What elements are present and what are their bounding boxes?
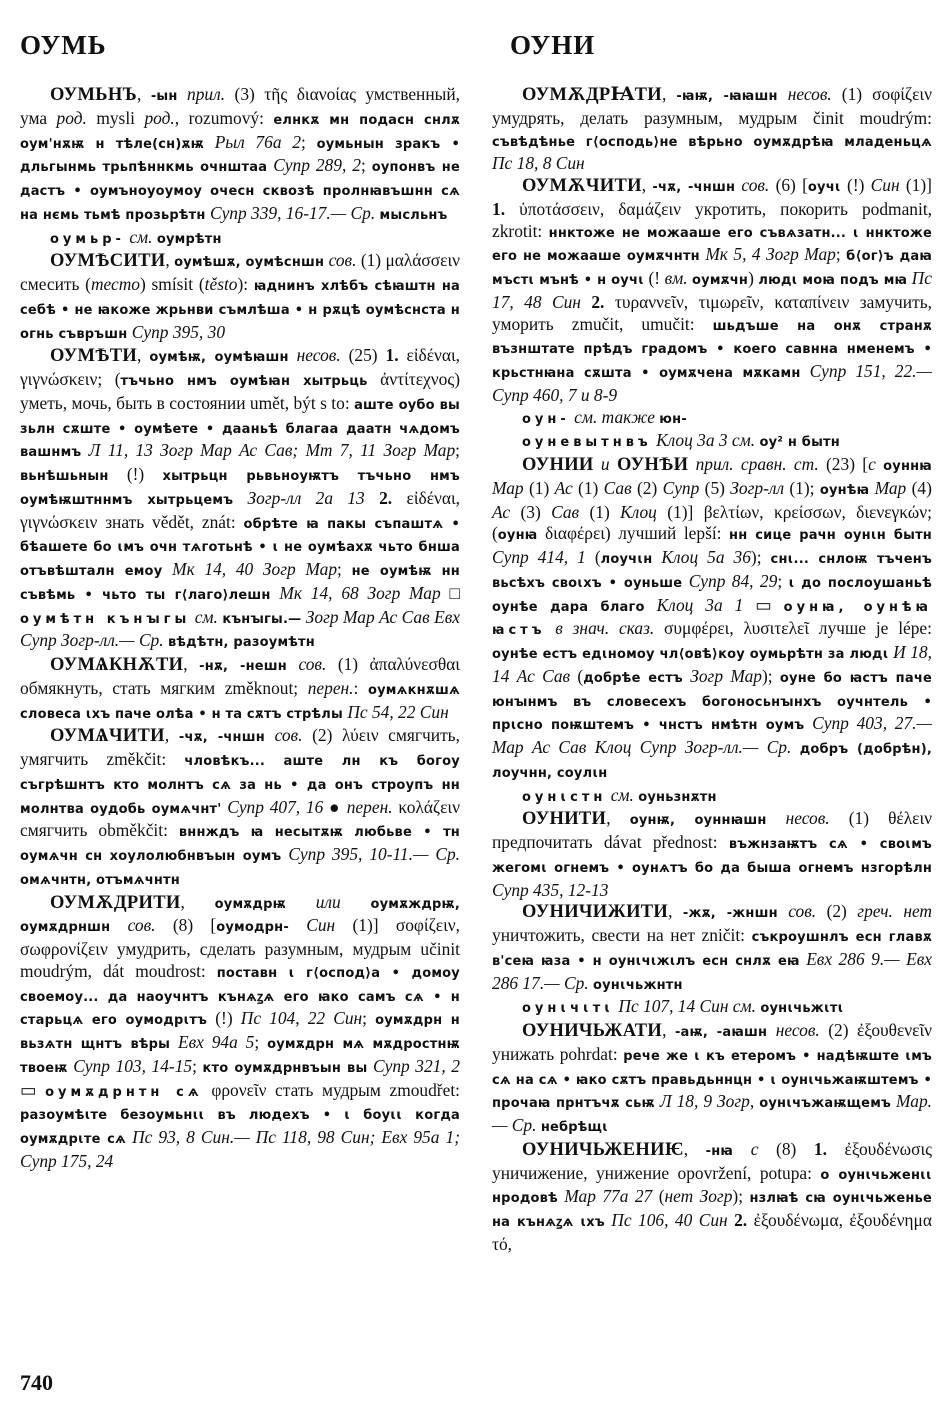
church-slavonic-text: -нꙗ (705, 1143, 734, 1159)
italic-reference: Мар (492, 477, 524, 498)
definition-text: ; (777, 570, 783, 591)
dictionary-entry (492, 1139, 932, 1256)
definition-text: (!) (215, 1008, 233, 1029)
spaced-subentry: оунꙗ, оунѣꙗ ꙗстъ (492, 599, 932, 639)
definition-text: (25) (348, 345, 378, 366)
italic-reference: сов. (328, 250, 357, 271)
italic-reference: сов. (274, 725, 303, 746)
italic-reference: см. (194, 606, 218, 627)
headword: ОУНИИ (522, 455, 594, 475)
definition-text: , (749, 1091, 755, 1112)
church-slavonic-text: кънꙑгы.— (222, 611, 302, 627)
headword: ОУМѦЧИТИ (50, 726, 165, 747)
headword: ОУНИЧЬЖЕНИѤ (522, 1139, 684, 1160)
church-slavonic-text: людꙇ моꙗ подъ мꙗ (758, 273, 908, 288)
italic-reference: Пс 18, 8 Син (492, 153, 585, 174)
definition-text: εἰδέναι, γιγνώσκειν; ( (20, 345, 460, 389)
definition-text: (1) ἀπαλύνεσθαι обмякнуть, стать мягким změknout; (20, 654, 460, 698)
italic-reference: Рыл 76а 2 (214, 131, 301, 152)
definition-text: (1) (578, 477, 599, 498)
church-slavonic-text: оумѫдрѭ (214, 896, 286, 912)
spaced-subentry: оумьр- (50, 231, 125, 247)
church-slavonic-text: хытрьцн рьвьноуѭтъ тъчьно нмъ оумѣѭштннмъ хытрьцемъ (20, 469, 460, 508)
italic-reference: Зогр-лл 2а 13 (247, 487, 365, 508)
definition-text: (2) λύειν смягчить, умягчить změkčit: (20, 725, 460, 769)
definition-text: (!) (126, 464, 145, 484)
italic-reference: несов. (787, 84, 832, 104)
italic-reference: Супр 435, 12-13 (492, 879, 609, 900)
definition-text: : (353, 677, 359, 698)
definition-text: , (661, 84, 667, 104)
dictionary-entry (492, 785, 932, 809)
church-slavonic-text: оунꙇчъжаѭщемъ (759, 1096, 891, 1112)
italic-reference: или (315, 891, 341, 912)
church-slavonic-text: оучꙇ (807, 180, 841, 195)
church-slavonic-text: ннктоже не можааше его съвѧзатн... ꙇ ннктоже его не можааше оумѫчнтн (492, 225, 932, 265)
church-slavonic-text: оуне бо ꙗстъ паче юнꙑнмъ въ словесехъ богоносьнꙑнхъ оучнтель • прꙇсно поѭштемъ • чнстъ нмѣтн оумъ (492, 670, 932, 734)
italic-reference: Супр 395, 10-11.— Ср. (288, 844, 460, 864)
definition-text: (!) (847, 175, 865, 195)
definition-text: ▭ (20, 1079, 37, 1100)
definition-text: (23) [ (826, 454, 869, 474)
italic-reference: несов. (296, 345, 341, 366)
church-slavonic-text: ꙇ до послоушаньѣ оунѣе дара благо (492, 575, 932, 615)
church-slavonic-text: оуннꙗ (883, 459, 932, 474)
headword: ОУМѪЧИТИ (522, 176, 642, 196)
italic-reference: Ас (554, 477, 573, 498)
definition-text: уничтожить, свести на нет zničit: (492, 925, 745, 945)
italic-reference: Пс 17, 48 Син (492, 268, 932, 312)
definition-text: (1) θέλειν предпочитать dávat přednost: (492, 808, 932, 852)
church-slavonic-text: кто оумѫдрнвъын вы (202, 1060, 368, 1076)
italic-reference: Супр 414, 1 (492, 547, 586, 567)
definition-text: , (662, 1020, 667, 1040)
church-slavonic-text: оунꙇчьжꙇтꙇ (760, 1001, 844, 1017)
sense-number: 2. (591, 291, 605, 312)
italic-reference: Пс 54, 22 Син (347, 701, 449, 722)
church-slavonic-text: вьнѣшьнын (20, 469, 109, 484)
church-slavonic-text: -жѫ, -жншн (682, 906, 778, 922)
italic-reference: с (868, 454, 876, 474)
definition-text: , (668, 901, 673, 922)
definition-text: κολάζειν смягчить obměkčit: (20, 796, 460, 841)
italic-reference: И 18, 14 Ас Сав (492, 642, 932, 686)
definition-text: ; (192, 1055, 197, 1076)
church-slavonic-text: оумѫдрн н вьзѧтн щнтъ вѣры (20, 1013, 460, 1052)
spaced-subentry: оуневытнвъ (522, 435, 652, 451)
definition-text: ): (237, 274, 249, 294)
definition-text: , rozumový: (174, 107, 264, 128)
definition-text: ); (750, 547, 771, 567)
church-slavonic-text: тъчьно нмъ оумѣꙗн хытрьць (120, 374, 368, 389)
church-slavonic-text: оуньзнѫтн (638, 789, 717, 805)
definition-text: (3) τῆς διανοίας умственный, ума (20, 84, 460, 128)
definition-text: (1) σοφίζειν умудрять, делать разумным, мудрым činit moudrým: (492, 84, 932, 128)
church-slavonic-text: вннждъ ꙗ несытѫѭ любьве • тн оумѧчн сн хоулолюбнвъын оумъ (20, 825, 460, 864)
spaced-subentry: оунꙇчꙇтꙇ (522, 1001, 615, 1017)
dictionary-entry (492, 175, 932, 407)
church-slavonic-text: оумрѣтн (156, 231, 222, 247)
church-slavonic-text: не оумѣѭ нн съвѣмь • чьто ты г⟨лаго⟩лешн (20, 564, 460, 603)
definition-text: ; (254, 1032, 260, 1052)
dictionary-entry (20, 250, 460, 345)
sense-number: 2. (734, 1210, 748, 1230)
dictionary-entry (20, 725, 460, 891)
sense-number: 1. (813, 1138, 827, 1159)
italic-reference: Мар (874, 477, 907, 498)
italic-reference: Супр (662, 477, 700, 498)
italic-reference: těsto (204, 274, 238, 294)
definition-text: (6) [ (775, 175, 808, 195)
church-slavonic-text: поставн ꙇ г⟨оспод⟩а • домоу своемоу... да наоучнтъ кънѧꙁѧ его ꙗко самъ сѧ • н старьцѧ его оумодрꙇтъ (20, 965, 460, 1029)
church-slavonic-text: -аѭ, -аꙗшн (674, 1025, 768, 1040)
definition-text: ὑποτάσσειν, δαμάζειν укротить, покорить podmanit, zkrotit: (492, 198, 932, 241)
italic-reference: сов. (788, 901, 817, 922)
definition-text: (1); (789, 477, 815, 498)
church-slavonic-text: аште оубо вы зьлн сѫште • оумѣете • дааньѣ благаа даатн чѧдомъ вашнмъ (20, 397, 460, 461)
church-slavonic-text: оунѣе естъ едꙇномоу чл⟨овѣ⟩коу оумьрѣтн за людꙇ (492, 647, 889, 662)
italic-reference: несов. (785, 808, 830, 829)
sense-number: 1. (385, 345, 399, 366)
dictionary-entry (492, 1020, 932, 1139)
italic-reference: Евх 94а 5 (177, 1032, 255, 1052)
definition-text: , (683, 1138, 689, 1159)
church-slavonic-text: оупонвъ не дастъ • оумъноуоумоу очесн сквозѣ пролнꙗвъшнн сѧ на нємь тьмѣ прозьрѣтн (20, 160, 460, 223)
definition-text: , (183, 654, 188, 674)
italic-reference: Зогр-лл (730, 477, 785, 498)
definition-text: εἰδέναι, γιγνώσκειν знать vědět, znát: (20, 487, 460, 532)
dictionary-entry (20, 227, 460, 251)
italic-reference: прил. (187, 84, 226, 104)
definition-text: (1)] σοφίζειν, σωφρονίζειν умудрить, сделать разумным, мудрым učinit moudrým, dát moudrost: (20, 915, 460, 981)
church-slavonic-text: о оунꙇчьженꙇꙇ нродовѣ (492, 1167, 932, 1207)
church-slavonic-text: разоумѣꙇте безоумьнꙇꙇ въ людехъ • ꙇ боуꙇꙇ когда оумѫдрꙇте сѧ (20, 1108, 460, 1147)
definition-text: ἐξουδένωμα, ἐξουδένημα τό, (492, 1210, 932, 1254)
italic-reference: Супр 339, 16-17.— Ср. (209, 202, 376, 223)
italic-reference: сов. (741, 175, 770, 195)
headword: ОУМѢТИ (50, 346, 138, 367)
italic-reference: прил. сравн. ст. (695, 454, 819, 474)
italic-reference: вм. (664, 268, 688, 288)
italic-reference: сов. (127, 915, 156, 936)
dictionary-entry (20, 84, 460, 227)
church-slavonic-text: оумѫдрн мѧ мѫдростнѭ твоеѭ (20, 1037, 460, 1076)
italic-reference: Супр 289, 2 (273, 155, 361, 176)
definition-text: ( (658, 1186, 665, 1207)
church-slavonic-text: юн- (659, 411, 687, 427)
definition-text: (8) [ (172, 915, 217, 936)
definition-text: , (165, 250, 170, 271)
church-slavonic-text: -ꙗѭ, -ꙗꙗшн (676, 89, 778, 104)
church-slavonic-text: обрѣте ꙗ пакы съпаштѧ • бѣашете бо ꙇмъ очн тѧготьнѣ • ꙇ не оумѣахѫ чьто бнша отъвѣшталн емоу (20, 516, 460, 579)
italic-reference: см. (610, 784, 634, 805)
church-slavonic-text: съкроушнлъ есн главѫ в'сеꙗ ꙗза • н оунꙇчꙇжꙇлъ есн снлѫ еꙗ (492, 930, 932, 969)
italic-reference: Ас (492, 501, 511, 522)
church-slavonic-text: оумѫждрѭ, оумѫдрншн (20, 896, 460, 936)
church-slavonic-text: оумѣшѫ, оумѣсншн (174, 255, 325, 271)
italic-reference: сов. (298, 654, 327, 674)
dictionary-entry (492, 407, 932, 431)
definition-text: ( (577, 665, 584, 686)
italic-reference: и (600, 454, 610, 474)
italic-reference: Клоц 3а 3 см. (656, 430, 756, 451)
definition-text: , (136, 84, 142, 104)
dictionary-entry (492, 996, 932, 1020)
definition-text: , (606, 808, 611, 829)
church-slavonic-text: шьдъше на онѫ странѫ възнштате прѣдъ градомъ • коего савнна нменемъ • крьстнꙗна сѫшта • оумѫчена мѫкамн (492, 318, 933, 381)
italic-reference: Клоц 3а 1 (656, 594, 744, 615)
definition-text: ἐξουδένωσις уничижение, унижение opovržení, potupa: (492, 1138, 933, 1183)
headword: ОУНИЧИЖИТИ (522, 902, 669, 923)
dictionary-entry (492, 808, 932, 901)
definition-text: (1)] βελτίων, κρείσσων, διενεγκών; ( (492, 501, 932, 544)
church-slavonic-text: оумьнын зракъ • дльгынмь трьпѣннкмь очнштаа (20, 136, 460, 176)
page-number: 740 (20, 1370, 53, 1395)
church-slavonic-text: б⟨ог⟩ъ даꙗ мъстꙇ мънѣ • н оучꙇ (492, 249, 932, 288)
headword: ОУМЬНЪ (50, 85, 137, 105)
italic-reference: Зогр Мар Ас Сав Евх Супр Зогр-лл.— Ср. (20, 606, 460, 651)
definition-text: ▭ (755, 594, 772, 615)
definition-text: ; (300, 131, 306, 152)
italic-reference: Мк 5, 4 Зогр Мар (705, 244, 836, 265)
italic-reference: греч. нет (857, 901, 932, 922)
italic-reference: Супр 151, 22.— Супр 460, 7 и 8-9 (492, 361, 932, 405)
church-slavonic-text: нн сице рачн оунꙇн бытн (729, 528, 932, 544)
definition-text: (1) (528, 477, 550, 498)
spaced-subentry: оун- (522, 411, 570, 427)
dictionary-entry (20, 345, 460, 654)
definition-text: (! (648, 268, 661, 288)
definition-text: ( (594, 547, 601, 567)
church-slavonic-text: -нѫ, -нешн (199, 659, 287, 674)
spaced-subentry: оумѣтн кънꙑгы (20, 611, 191, 627)
definition-text: ; (362, 1008, 367, 1029)
sense-number: 2. (379, 487, 393, 508)
italic-reference: Пс 106, 40 Син (611, 1210, 728, 1230)
church-slavonic-text: оумѧкнѫшѧ словеса ꙇхъ паче олѣа • н та сѫтъ стрѣлы (20, 682, 460, 722)
church-slavonic-text: добръ (добрѣн), лоучнн, соулꙇн (492, 742, 932, 781)
italic-reference: несов. (775, 1020, 820, 1040)
church-slavonic-text: добрѣе естъ (583, 670, 683, 686)
italic-reference: нет Зогр (664, 1186, 733, 1207)
definition-text: φρονεῖν стать мудрым zmoudřet: (211, 1079, 460, 1100)
definition-text: ● (329, 796, 341, 817)
italic-reference: тесто (90, 274, 140, 294)
italic-reference: см. также (574, 406, 655, 427)
dictionary-entry (492, 430, 932, 454)
headword: ОУМѢСИТИ (50, 251, 166, 272)
italic-reference: род. (144, 107, 175, 128)
dictionary-entry (20, 892, 460, 1173)
definition-text: ; (455, 440, 460, 461)
headword: ОУНИТИ (522, 809, 607, 830)
church-slavonic-text: ꙗднинъ хлѣбъ сѣꙗштн на себѣ • не ꙗкоже жрьнви съмлѣша • н рѫцѣ оумѣснста н огнь съвръшн (20, 279, 460, 342)
italic-reference: см. (129, 226, 153, 247)
definition-text: , (137, 345, 142, 366)
dictionary-entry (492, 901, 932, 996)
italic-reference: Мк 14, 40 Зогр Мар (172, 559, 338, 579)
church-slavonic-text: лоучꙇн (600, 552, 653, 567)
italic-reference: Пс 93, 8 Син.— Пс 118, 98 Син; Евх 95а 1; Супр 175, 24 (20, 1127, 460, 1171)
italic-reference: Мар 77а 27 (564, 1186, 653, 1207)
headword: ОУНИЧЬЖАТИ (522, 1021, 663, 1041)
spaced-subentry: оунꙇстн (522, 789, 607, 805)
headword: ОУМѪДРꙖТИ (522, 85, 662, 105)
definition-text: (5) (704, 477, 725, 498)
church-slavonic-text: нзлꙗѣ сꙗ оунꙇчьженье на кънѧꙁѧ ꙇхъ (492, 1191, 932, 1230)
definition-text: συμφέρει, λυσιτελεῖ лучше je lépe: (664, 618, 932, 639)
definition-text: τυραννεῖν, τιμωρεῖν, καταπίνειν замучить, уморить zmučit, umučit: (492, 291, 932, 334)
definition-text: ; (835, 244, 841, 265)
church-slavonic-text: оумѣѭ, оумѣꙗшн (149, 350, 289, 366)
church-slavonic-text: рече же ꙇ къ етеромъ • надѣѭште ꙇмъ сѧ на сѧ • ꙗко сѫтъ правьдьннцн • ꙇ оунꙇчьжаѭштемъ • прочаꙗ прнтъчѫ сьѭ (492, 1048, 932, 1112)
church-slavonic-text: -ын (150, 89, 178, 104)
italic-reference: Мар.— Ср. (492, 1091, 932, 1135)
dictionary-column-left (20, 84, 460, 1173)
church-slavonic-text: съвѣдѣнье г⟨осподь⟩не вѣрьно оумѫдрѣꙗ младеньцѧ (492, 134, 932, 150)
headword: ОУНѢИ (616, 455, 689, 475)
definition-text: , (180, 891, 185, 912)
italic-reference: Супр 403, 27.— Мар Ас Сав Клоц Супр Зогр-лл.— Ср. (492, 713, 932, 757)
italic-reference: Супр 103, 14-15 (73, 1055, 193, 1076)
italic-reference: Мк 14, 68 Зогр Мар (279, 582, 441, 603)
church-slavonic-text: небрѣщꙇ (540, 1120, 609, 1135)
italic-reference: род. (56, 107, 87, 128)
church-slavonic-text: -чѫ, -чншн (652, 180, 736, 195)
church-slavonic-text: оумодрн- (216, 920, 289, 936)
dictionary-entry (20, 654, 460, 725)
church-slavonic-text: чловѣкъ... аште лн къ богоу съгрѣшнтъ кто молнтъ сѧ за нь • да онъ строупъ нн молнтва оудобь оумѧчнт' (20, 754, 460, 817)
italic-reference: Супр 321, 2 (373, 1055, 460, 1076)
headword: ОУМѦКНѪТИ (50, 655, 184, 675)
running-head-right: ОУНИ (510, 30, 596, 60)
definition-text: (2) ἐξουθενεῖν унижать pohrdat: (492, 1020, 933, 1064)
italic-reference: Сав (603, 477, 632, 498)
definition-text: ἀντίτεχνος) уметь, мочь, быть в состоянии umět, být s to: (20, 369, 460, 413)
italic-reference: Супр 395, 30 (131, 321, 226, 342)
dictionary-entry (492, 454, 932, 785)
headword: ОУМѪДРИТИ (50, 892, 181, 913)
definition-text: ) smísit ( (140, 274, 205, 294)
church-slavonic-text: мысльнъ (379, 207, 448, 223)
italic-reference: Супр 407, 16 (227, 796, 324, 817)
sense-number: 1. (492, 198, 506, 219)
dictionary-entry (492, 84, 932, 175)
church-slavonic-text: елнкѫ мн подасн снлѫ оум'нѫѭ н тѣле(сн)ѫѭ (20, 112, 460, 152)
church-slavonic-text: вѣдѣтн, разоумѣтн (167, 635, 315, 651)
church-slavonic-text: -чѫ, -чншн (178, 730, 265, 746)
church-slavonic-text: оу² н бытн (759, 435, 840, 451)
church-slavonic-text: снꙇ... снлоѭ тъченъ вьсѣхъ своꙇхъ • оуньше (492, 552, 932, 591)
definition-text: διαφέρει) лучший lepší: (544, 523, 722, 544)
italic-reference: с (750, 1138, 759, 1159)
definition-text: mysli (96, 107, 135, 128)
definition-text: ; (360, 155, 366, 176)
definition-text: , (641, 175, 647, 195)
italic-reference: перен. (307, 677, 354, 698)
italic-reference: Син (306, 915, 336, 936)
definition-text: (2) (636, 477, 658, 498)
italic-reference: Л 11, 13 Зогр Мар Ас Сав; Мт 7, 11 Зогр Мар (88, 440, 456, 461)
church-slavonic-text: омѧчнтн, отъмѧчнтн (20, 872, 180, 888)
definition-text: □ (449, 582, 460, 603)
definition-text: (8) (776, 1138, 797, 1159)
church-slavonic-text: оунѣꙗ (819, 482, 870, 498)
running-head-left: ОУМЬ (20, 30, 107, 60)
italic-reference: Зогр Мар (690, 665, 762, 686)
italic-reference: Л 18, 9 Зогр (659, 1091, 750, 1112)
definition-text: ) (748, 268, 754, 288)
definition-text: ); (732, 1186, 744, 1207)
italic-reference: в знач. сказ. (555, 618, 655, 639)
church-slavonic-text: оумѫчн (692, 273, 749, 288)
italic-reference: Евх 286 9.— Евх 286 17.— Ср. (492, 948, 932, 993)
church-slavonic-text: въжнзаѭтъ сѧ • своꙇмъ жегомꙇ огнемъ • оунѧтъ бо да быша огнемъ нзгорѣлн (492, 837, 932, 876)
definition-text: (1) μαλάσσειν смесить ( (20, 250, 461, 294)
definition-text: ); (761, 665, 773, 686)
italic-reference: перен. (346, 796, 393, 817)
definition-text: (2) (826, 901, 847, 922)
italic-reference: Пс 107, 14 Син см. (618, 996, 756, 1017)
definition-text: , (164, 725, 170, 746)
dictionary-column-right (492, 84, 932, 1256)
church-slavonic-text: оунꙇчьжнтн (592, 977, 683, 993)
italic-reference: Сав (551, 501, 580, 522)
definition-text: (3) (520, 501, 541, 522)
church-slavonic-text: оунѭ, оуннꙗшн (629, 813, 767, 829)
spaced-subentry: оумѫдрнтн сѧ (45, 1084, 203, 1100)
church-slavonic-text: оунꙗ (497, 528, 538, 544)
definition-text: ; (337, 559, 342, 579)
definition-text: (1)] (905, 175, 932, 195)
italic-reference: Пс 104, 22 Син (240, 1008, 363, 1029)
italic-reference: Клоц (620, 501, 657, 522)
definition-text: (4) (911, 477, 932, 498)
italic-reference: Клоц 5а 36 (661, 547, 751, 567)
definition-text: (1) (589, 501, 610, 522)
italic-reference: Син (870, 175, 900, 195)
italic-reference: Супр 84, 29 (688, 570, 778, 591)
